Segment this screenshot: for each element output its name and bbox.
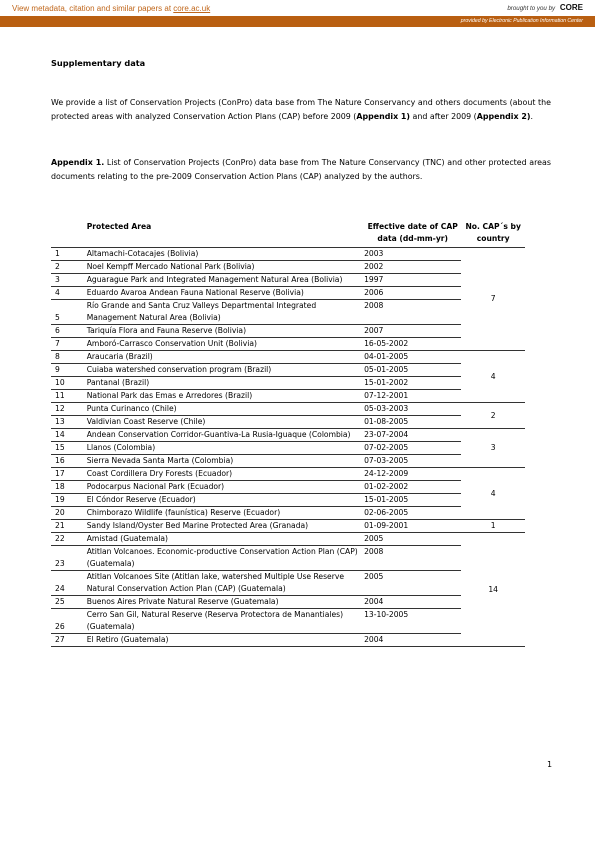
- row-date: 07-03-2005: [364, 455, 461, 468]
- page-number: 1: [547, 760, 553, 769]
- table-row: [51, 248, 525, 261]
- intro-text-d: .: [530, 112, 533, 121]
- row-number: 11: [51, 390, 87, 403]
- row-number: 26: [51, 609, 87, 634]
- core-metadata-notice: [12, 4, 210, 13]
- intro-text-a: We provide a list of Conservation Projects (ConPro) data base from The Nature Conservancy and others documents (about the protected areas with analyzed Conservation Action Plans (CAP) before 2009 (: [51, 98, 551, 121]
- row-number: 21: [51, 520, 87, 533]
- row-area: Eduardo Avaroa Andean Fauna National Reserve (Bolivia): [87, 287, 364, 300]
- row-number: 2: [51, 261, 87, 274]
- row-date: 01-02-2002: [364, 481, 461, 494]
- row-date: 05-01-2005: [364, 364, 461, 377]
- table-row: [51, 596, 525, 609]
- row-date: 2005: [364, 571, 461, 596]
- country-count: 4: [461, 351, 525, 403]
- row-date: 2004: [364, 634, 461, 647]
- row-number: 13: [51, 416, 87, 429]
- row-date: 01-08-2005: [364, 416, 461, 429]
- core-top-bar: [0, 0, 595, 16]
- intro-paragraph: [51, 96, 551, 124]
- row-number: 24: [51, 571, 87, 596]
- row-number: 20: [51, 507, 87, 520]
- table-row: [51, 351, 525, 364]
- table-row: [51, 403, 525, 416]
- row-number: 25: [51, 596, 87, 609]
- table-row: [51, 442, 525, 455]
- core-link[interactable]: core.ac.uk: [173, 4, 211, 13]
- table-header-row: [51, 221, 525, 248]
- table-row: [51, 261, 525, 274]
- row-date: 13-10-2005: [364, 609, 461, 634]
- row-number: 14: [51, 429, 87, 442]
- row-date: 02-06-2005: [364, 507, 461, 520]
- row-area: Cerro San Gil, Natural Reserve (Reserva Protectora de Manantiales) (Guatemala): [87, 609, 364, 634]
- row-area: Atitlan Volcanoes. Economic-productive Conservation Action Plan (CAP) (Guatemala): [87, 546, 364, 571]
- row-area: Andean Conservation Corridor-Guantiva-La Rusia-Iguaque (Colombia): [87, 429, 364, 442]
- table-row: [51, 634, 525, 647]
- row-area: Atitlan Volcanoes Site (Atitlan lake, watershed Multiple Use Reserve Natural Conservation Action Plan (CAP) (Guatemala): [87, 571, 364, 596]
- table-row: [51, 390, 525, 403]
- row-date: 1997: [364, 274, 461, 287]
- row-area: Punta Curinanco (Chile): [87, 403, 364, 416]
- provided-by-text[interactable]: provided by Electronic Publication Information Center: [460, 18, 583, 24]
- row-area: Tariquía Flora and Fauna Reserve (Bolivia): [87, 325, 364, 338]
- row-area: Sierra Nevada Santa Marta (Colombia): [87, 455, 364, 468]
- country-count: 14: [461, 533, 525, 647]
- row-area: Aguarague Park and Integrated Management Natural Area (Bolivia): [87, 274, 364, 287]
- brought-to-you-by: [507, 3, 583, 12]
- table-row: [51, 507, 525, 520]
- row-area: Araucaria (Brazil): [87, 351, 364, 364]
- row-area: El Retiro (Guatemala): [87, 634, 364, 647]
- row-area: Cuiaba watershed conservation program (Brazil): [87, 364, 364, 377]
- row-number: 1: [51, 248, 87, 261]
- row-date: 2003: [364, 248, 461, 261]
- row-number: 6: [51, 325, 87, 338]
- table-row: [51, 481, 525, 494]
- row-number: 16: [51, 455, 87, 468]
- table-row: [51, 377, 525, 390]
- row-area: Buenos Aires Private Natural Reserve (Guatemala): [87, 596, 364, 609]
- table-row: [51, 609, 525, 634]
- row-area: Podocarpus Nacional Park (Ecuador): [87, 481, 364, 494]
- table-row: [51, 546, 525, 571]
- row-number: 5: [51, 300, 87, 325]
- row-date: 2008: [364, 300, 461, 325]
- table-row: [51, 300, 525, 325]
- table-row: [51, 520, 525, 533]
- table-row: [51, 416, 525, 429]
- row-number: 27: [51, 634, 87, 647]
- row-area: National Park das Emas e Arredores (Brazil): [87, 390, 364, 403]
- row-area: Chimborazo Wildlife (faunística) Reserve (Ecuador): [87, 507, 364, 520]
- row-area: Noel Kempff Mercado National Park (Bolivia): [87, 261, 364, 274]
- row-number: 4: [51, 287, 87, 300]
- country-count: 2: [461, 403, 525, 429]
- row-date: 2007: [364, 325, 461, 338]
- table-row: [51, 494, 525, 507]
- row-date: 24-12-2009: [364, 468, 461, 481]
- row-date: 2008: [364, 546, 461, 571]
- table-row: [51, 429, 525, 442]
- brought-by-text: brought to you by: [507, 5, 556, 12]
- appendix1-ref: Appendix 1): [356, 112, 411, 121]
- appendix-caption-text: List of Conservation Projects (ConPro) data base from The Nature Conservancy (TNC) and other protected areas documents relating to the pre-2009 Conservation Action Plans (CAP) analyzed by the authors.: [51, 158, 551, 181]
- table-row: [51, 571, 525, 596]
- row-number: 18: [51, 481, 87, 494]
- row-number: 15: [51, 442, 87, 455]
- country-count: 1: [461, 520, 525, 533]
- doc-title: Supplementary data: [51, 58, 146, 68]
- table-row: [51, 325, 525, 338]
- row-date: 2005: [364, 533, 461, 546]
- row-number: 10: [51, 377, 87, 390]
- table-row: [51, 468, 525, 481]
- row-area: Pantanal (Brazil): [87, 377, 364, 390]
- row-number: 19: [51, 494, 87, 507]
- header-num: [51, 221, 87, 248]
- row-area: Sandy Island/Oyster Bed Marine Protected Area (Granada): [87, 520, 364, 533]
- row-number: 9: [51, 364, 87, 377]
- row-number: 12: [51, 403, 87, 416]
- provider-bar: [0, 16, 595, 27]
- row-date: 07-02-2005: [364, 442, 461, 455]
- table-row: [51, 533, 525, 546]
- table-row: [51, 338, 525, 351]
- row-date: 05-03-2003: [364, 403, 461, 416]
- table-row: [51, 287, 525, 300]
- row-number: 8: [51, 351, 87, 364]
- row-date: 2004: [364, 596, 461, 609]
- row-area: Altamachi-Cotacajes (Bolivia): [87, 248, 364, 261]
- row-area: El Cóndor Reserve (Ecuador): [87, 494, 364, 507]
- row-date: 04-01-2005: [364, 351, 461, 364]
- table-row: [51, 364, 525, 377]
- row-date: 2002: [364, 261, 461, 274]
- row-number: 23: [51, 546, 87, 571]
- row-area: Amboró-Carrasco Conservation Unit (Bolivia): [87, 338, 364, 351]
- row-date: 01-09-2001: [364, 520, 461, 533]
- appendix-label: Appendix 1.: [51, 158, 105, 167]
- row-number: 7: [51, 338, 87, 351]
- row-date: 2006: [364, 287, 461, 300]
- intro-text-c: and after 2009 (: [410, 112, 477, 121]
- row-date: 15-01-2002: [364, 377, 461, 390]
- table-row: [51, 274, 525, 287]
- appendix-caption: [51, 156, 551, 184]
- table-row: [51, 455, 525, 468]
- row-area: Coast Cordillera Dry Forests (Ecuador): [87, 468, 364, 481]
- row-date: 16-05-2002: [364, 338, 461, 351]
- row-date: 15-01-2005: [364, 494, 461, 507]
- header-area: Protected Area: [87, 221, 364, 248]
- core-metadata-prefix: View metadata, citation and similar papers at: [12, 4, 174, 13]
- row-area: Valdivian Coast Reserve (Chile): [87, 416, 364, 429]
- cap-table: [51, 221, 525, 647]
- core-logo[interactable]: CORE: [559, 3, 583, 12]
- row-area: Amistad (Guatemala): [87, 533, 364, 546]
- row-date: 07-12-2001: [364, 390, 461, 403]
- row-date: 23-07-2004: [364, 429, 461, 442]
- row-number: 17: [51, 468, 87, 481]
- row-number: 3: [51, 274, 87, 287]
- country-count: 4: [461, 468, 525, 520]
- country-count: 3: [461, 429, 525, 468]
- header-count: No. CAP´s by country: [461, 221, 525, 248]
- appendix2-ref: Appendix 2): [476, 112, 531, 121]
- row-number: 22: [51, 533, 87, 546]
- row-area: Río Grande and Santa Cruz Valleys Departmental Integrated Management Natural Area (Bolivia): [87, 300, 364, 325]
- country-count: 7: [461, 248, 525, 351]
- header-date: Effective date of CAP data (dd-mm-yr): [364, 221, 461, 248]
- row-area: Llanos (Colombia): [87, 442, 364, 455]
